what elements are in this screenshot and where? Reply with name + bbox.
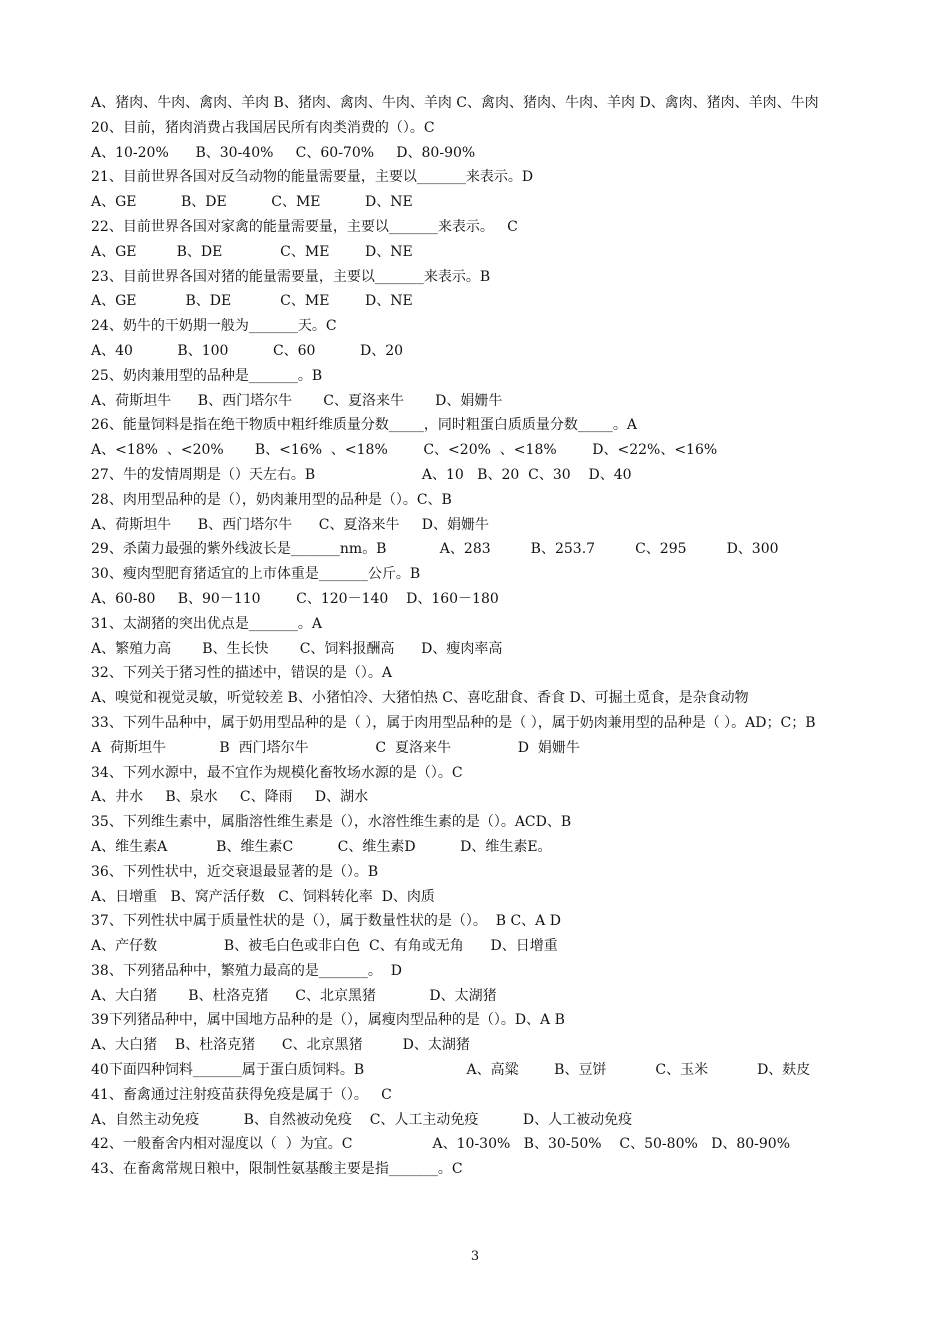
- text-line: 20、目前，猪肉消费占我国居民所有肉类消费的（）。C: [91, 119, 435, 136]
- text-line: 27、牛的发情周期是（）天左右。B A、10 B、20 C、30 D、40: [91, 466, 632, 483]
- text-line: 41、畜禽通过注射疫苗获得免疫是属于（）。 C: [91, 1086, 392, 1103]
- text-line: 23、目前世界各国对猪的能量需要量，主要以_______来表示。B: [91, 268, 491, 285]
- text-line: A、猪肉、牛肉、禽肉、羊肉 B、猪肉、禽肉、牛肉、羊肉 C、禽肉、猪肉、牛肉、羊肉 D、禽肉、猪肉、羊肉、牛肉: [91, 95, 819, 111]
- text-line: 21、目前世界各国对反刍动物的能量需要量，主要以_______来表示。D: [91, 169, 534, 186]
- text-line: 24、奶牛的干奶期一般为_______天。C: [91, 318, 337, 335]
- text-line: 36、下列性状中，近交衰退最显著的是（）。B: [91, 863, 379, 880]
- text-line: A、GE B、DE C、ME D、NE: [91, 194, 413, 211]
- text-line: A、60-80 B、90－110 C、120－140 D、160－180: [91, 590, 499, 607]
- text-line: 26、能量饲料是指在绝干物质中粗纤维质量分数_____，同时粗蛋白质质量分数_____。A: [91, 417, 637, 434]
- text-line: A、40 B、100 C、60 D、20: [91, 342, 404, 359]
- text-line: A、繁殖力高 B、生长快 C、饲料报酬高 D、瘦肉率高: [91, 640, 503, 657]
- page-number: 3: [470, 1249, 480, 1264]
- text-line: 28、肉用型品种的是（），奶肉兼用型的品种是（）。C、B: [91, 491, 452, 508]
- text-line: A、大白猪 B、杜洛克猪 C、北京黑猪 D、太湖猪: [91, 1037, 470, 1054]
- text-line: 33、下列牛品种中，属于奶用型品种的是（ ），属于肉用型品种的是（ ），属于奶肉兼用型的品种是（ ）。AD；C；B: [91, 714, 816, 731]
- text-line: 35、下列维生素中，属脂溶性维生素是（），水溶性维生素的是（）。ACD、B: [91, 814, 572, 831]
- text-line: 37、下列性状中属于质量性状的是（），属于数量性状的是（）。 B C、A D: [91, 913, 561, 930]
- text-line: 42、一般畜舍内相对湿度以（ ）为宜。C A、10-30% B、30-50% C、50-80% D、80-90%: [91, 1136, 791, 1153]
- text-line: A、10-20% B、30-40% C、60-70% D、80-90%: [91, 144, 476, 161]
- text-line: 25、奶肉兼用型的品种是_______。B: [91, 367, 323, 384]
- text-line: 31、太湖猪的突出优点是_______。A: [91, 615, 322, 632]
- text-line: 30、瘦肉型肥育猪适宜的上市体重是_______公斤。B: [91, 566, 421, 583]
- text-line: A、GE B、DE C、ME D、NE: [91, 243, 413, 260]
- document-body: [91, 91, 871, 1182]
- text-line: A、嗅觉和视觉灵敏，听觉较差 B、小猪怕冷、大猪怕热 C、喜吃甜食、香食 D、可掘土觅食，是杂食动物: [91, 690, 749, 707]
- text-line: A 荷斯坦牛 B 西门塔尔牛 C 夏洛来牛 D 娟姗牛: [91, 739, 580, 756]
- text-line: A、荷斯坦牛 B、西门塔尔牛 C、夏洛来牛 D、娟姗牛: [91, 392, 503, 409]
- text-line: A、自然主动免疫 B、自然被动免疫 C、人工主动免疫 D、人工被动免疫: [91, 1111, 633, 1128]
- text-line: 29、杀菌力最强的紫外线波长是_______nm。B A、283 B、253.7 C、295 D、300: [91, 541, 779, 558]
- text-line: A、GE B、DE C、ME D、NE: [91, 293, 413, 310]
- text-line: 32、下列关于猪习性的描述中，错误的是（）。A: [91, 665, 392, 682]
- text-line: A、荷斯坦牛 B、西门塔尔牛 C、夏洛来牛 D、娟姗牛: [91, 516, 489, 533]
- text-line: 40下面四种饲料_______属于蛋白质饲料。B A、高粱 B、豆饼 C、玉米 D、麸皮: [91, 1062, 811, 1079]
- text-line: A、日增重 B、窝产活仔数 C、饲料转化率 D、肉质: [91, 888, 435, 905]
- text-line: 22、目前世界各国对家禽的能量需要量，主要以_______来表示。 C: [91, 218, 518, 235]
- text-line: A、维生素A B、维生素C C、维生素D D、维生素E。: [91, 838, 552, 855]
- text-line: A、产仔数 B、被毛白色或非白色 C、有角或无角 D、日增重: [91, 938, 558, 955]
- text-line: 38、下列猪品种中，繁殖力最高的是_______。 D: [91, 962, 402, 979]
- text-line: A、<18% 、<20% B、<16% 、<18% C、<20% 、<18% D、<22%、<16%: [91, 442, 718, 459]
- text-line: 39下列猪品种中，属中国地方品种的是（），属瘦肉型品种的是（）。D、A B: [91, 1012, 565, 1029]
- text-line: A、大白猪 B、杜洛克猪 C、北京黑猪 D、太湖猪: [91, 987, 497, 1004]
- text-line: 43、在畜禽常规日粮中，限制性氨基酸主要是指_______。C: [91, 1161, 463, 1178]
- text-line: A、井水 B、泉水 C、降雨 D、湖水: [91, 789, 369, 806]
- text-line: 34、下列水源中，最不宜作为规模化畜牧场水源的是（）。C: [91, 764, 463, 781]
